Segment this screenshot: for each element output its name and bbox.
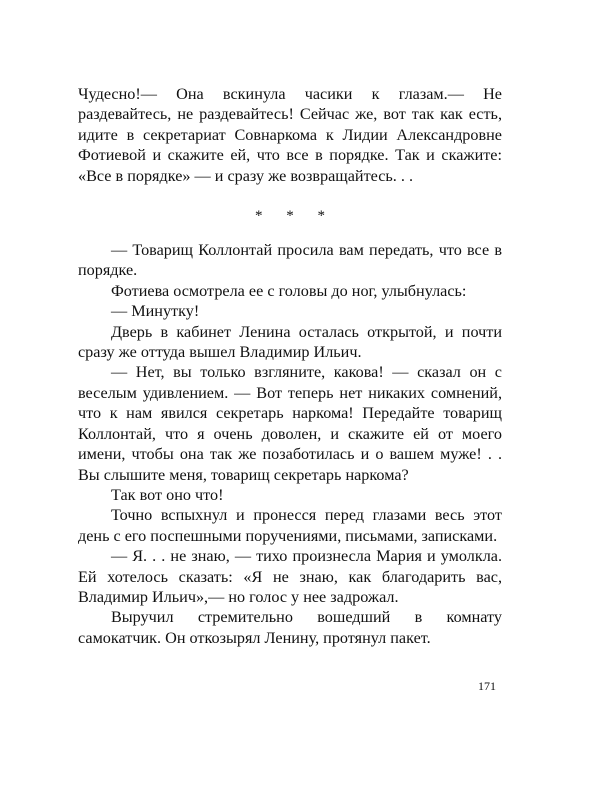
page-number: 171 [478,679,496,693]
paragraph: Так вот оно что! [111,485,224,504]
paragraph: — Товарищ Коллонтай просила вам передать, что все в порядке. [78,241,502,280]
paragraph-opening: Чудесно!— Она вскинула часики к глазам.— Не раздевайтесь, не раздевайтесь! Сейчас же, вот так как есть, идите в секретариат Совнаркома к Лидии Александровне Фотиевой и скажите ей, что все в порядке. Так и скажите: «Все в порядке» — и сразу же возвращайтесь. . . [78,85,502,185]
paragraph: Выручил стремительно вошедший в комнату самокатчик. Он откозырял Ленину, протянул пакет. [78,608,502,647]
paragraph: Дверь в кабинет Ленина осталась открытой, и почти сразу же оттуда вышел Владимир Ильич. [78,322,502,362]
paragraph: — Минутку! [111,302,200,321]
paragraph: — Нет, вы только взгляните, какова! — сказал он с веселым удивлением. — Вот теперь нет никаких сомнений, что к нам явился секретарь наркома! Передайте товарищ Коллонтай, что я очень доволен, и скажите ей от моего имени, чтобы она так же позаботилась и о вашем муже! . . Вы слышите меня, товарищ секретарь наркома? [78,363,502,484]
paragraph: Точно вспыхнул и пронесся перед глазами весь этот день с его поспешными поручениями, письмами, записками. [78,506,502,545]
section-separator: * * * [255,208,335,225]
paragraph: — Я. . . не знаю, — тихо произнесла Мария и умолкла. Ей хотелось сказать: «Я не знаю, как благодарить вас, Владимир Ильич»,— но голос у нее задрожал. [78,547,502,606]
paragraph: Фотиева осмотрела ее с головы до ног, улыбнулась: [111,281,467,300]
page-body [78,84,502,648]
